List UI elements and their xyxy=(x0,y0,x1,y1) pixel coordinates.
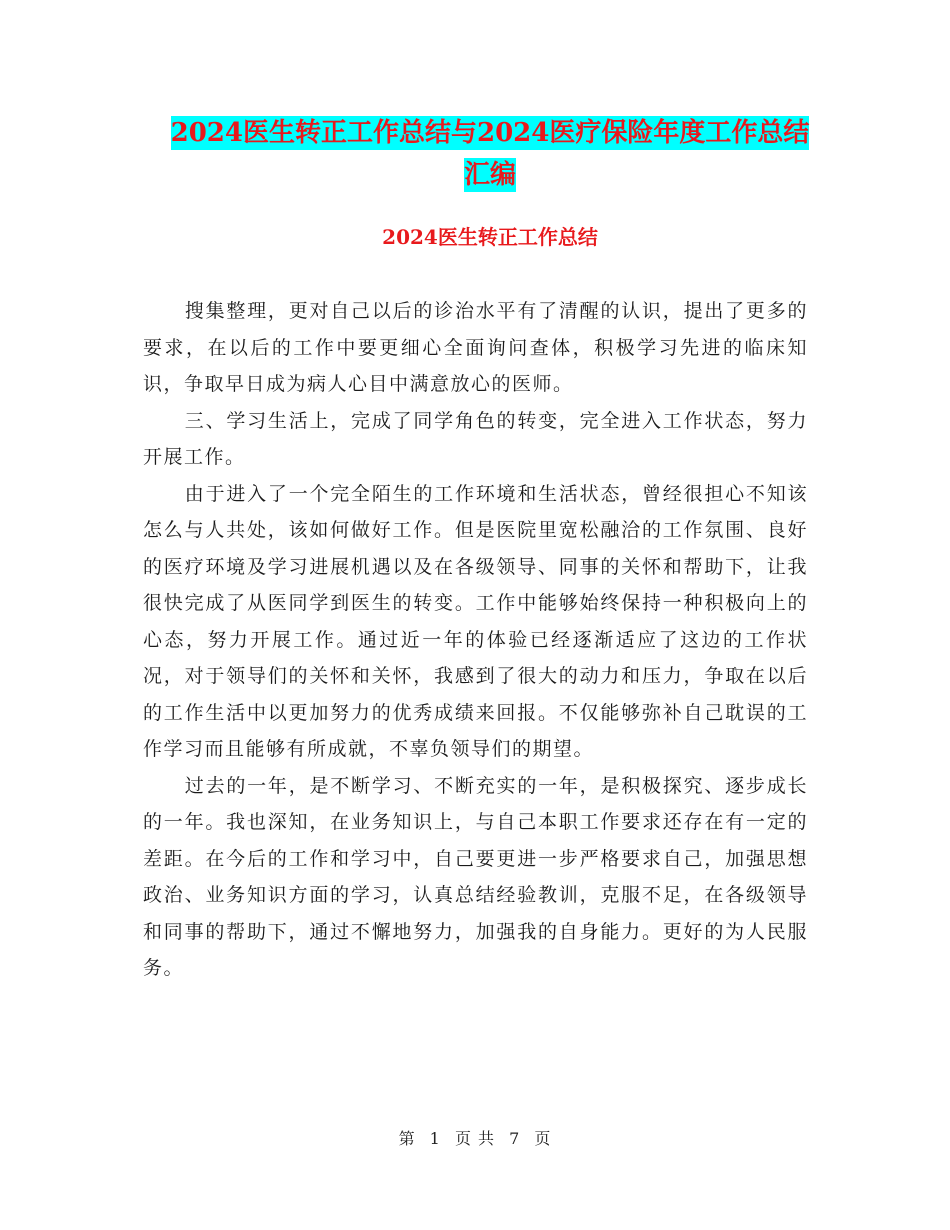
footer-total-pages: 7 xyxy=(509,1129,521,1148)
section-title: 2024医生转正工作总结 xyxy=(382,225,598,249)
paragraph: 搜集整理，更对自己以后的诊治水平有了清醒的认识，提出了更多的要求，在以后的工作中要更细心全面询问查体，积极学习先进的临床知识，争取早日成为病人心目中满意放心的医师。 xyxy=(143,300,808,395)
paragraph: 由于进入了一个完全陌生的工作环境和生活状态，曾经很担心不知该怎么与人共处，该如何做好工作。但是医院里宽松融洽的工作氛围、良好的医疗环境及学习进展机遇以及在各级领导、同事的关怀和帮助下，让我很快完成了从医同学到医生的转变。工作中能够始终保持一种积极向上的心态，努力开展工作。通过近一年的体验已经逐渐适应了这边的工作状况，对于领导们的关怀和关怀，我感到了很大的动力和压力，争取在以后的工作生活中以更加努力的优秀成绩来回报。不仅能够弥补自己耽误的工作学习而且能够有所成就，不辜负领导们的期望。 xyxy=(143,482,808,760)
paragraph: 三、学习生活上，完成了同学角色的转变，完全进入工作状态，努力开展工作。 xyxy=(143,409,808,468)
page-footer xyxy=(0,1126,950,1149)
footer-page-number: 1 xyxy=(429,1129,441,1148)
body-text xyxy=(143,293,808,987)
document-title xyxy=(140,112,840,196)
document-title-line2: 汇编 xyxy=(463,160,516,190)
document-title-line1: 2024医生转正工作总结与2024医疗保险年度工作总结 xyxy=(170,118,810,148)
footer-prefix: 第 xyxy=(398,1129,416,1148)
paragraph: 过去的一年，是不断学习、不断充实的一年，是积极探究、逐步成长的一年。我也深知，在业务知识上，与自己本职工作要求还存在有一定的差距。在今后的工作和学习中，自己要更进一步严格要求自己，加强思想政治、业务知识方面的学习，认真总结经验教训，克服不足，在各级领导和同事的帮助下，通过不懈地努力，加强我的自身能力。更好的为人民服务。 xyxy=(143,774,808,979)
footer-suffix: 页 xyxy=(534,1129,552,1148)
footer-mid: 页 共 xyxy=(454,1129,496,1148)
